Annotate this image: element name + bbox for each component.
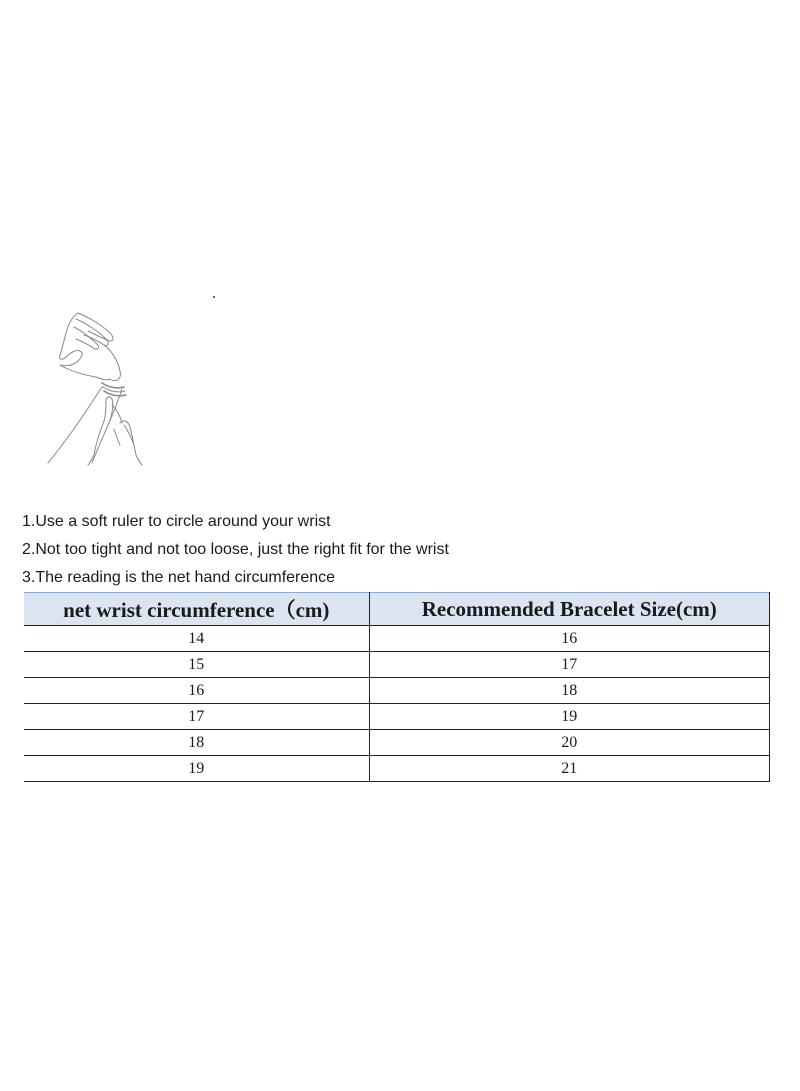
- table-header-row: [24, 593, 770, 626]
- instruction-list: [22, 508, 449, 592]
- wrist-cell: 17: [24, 704, 369, 730]
- wrist-cell: 15: [24, 652, 369, 678]
- table-row: [24, 756, 770, 782]
- bracelet-cell: 17: [369, 652, 769, 678]
- size-chart-table: [24, 592, 770, 782]
- bracelet-cell: 16: [369, 626, 769, 652]
- wrist-cell: 18: [24, 730, 369, 756]
- table-row: [24, 626, 770, 652]
- table-row: [24, 678, 770, 704]
- instruction-step-1: 1.Use a soft ruler to circle around your wrist: [22, 513, 331, 530]
- header-wrist-circumference: net wrist circumference（cm): [24, 593, 369, 626]
- wrist-cell: 14: [24, 626, 369, 652]
- bracelet-cell: 21: [369, 756, 769, 782]
- bracelet-cell: 20: [369, 730, 769, 756]
- bracelet-cell: 19: [369, 704, 769, 730]
- table-row: [24, 704, 770, 730]
- instruction-step-3: 3.The reading is the net hand circumference: [22, 569, 336, 586]
- wrist-cell: 19: [24, 756, 369, 782]
- stray-dot: [213, 296, 215, 298]
- instruction-step-2: 2.Not too tight and not too loose, just the right fit for the wrist: [22, 541, 449, 558]
- hand-measuring-wrist-icon: [40, 305, 160, 470]
- bracelet-cell: 18: [369, 678, 769, 704]
- header-bracelet-size: Recommended Bracelet Size(cm): [369, 593, 769, 626]
- table-row: [24, 730, 770, 756]
- table-row: [24, 652, 770, 678]
- wrist-cell: 16: [24, 678, 369, 704]
